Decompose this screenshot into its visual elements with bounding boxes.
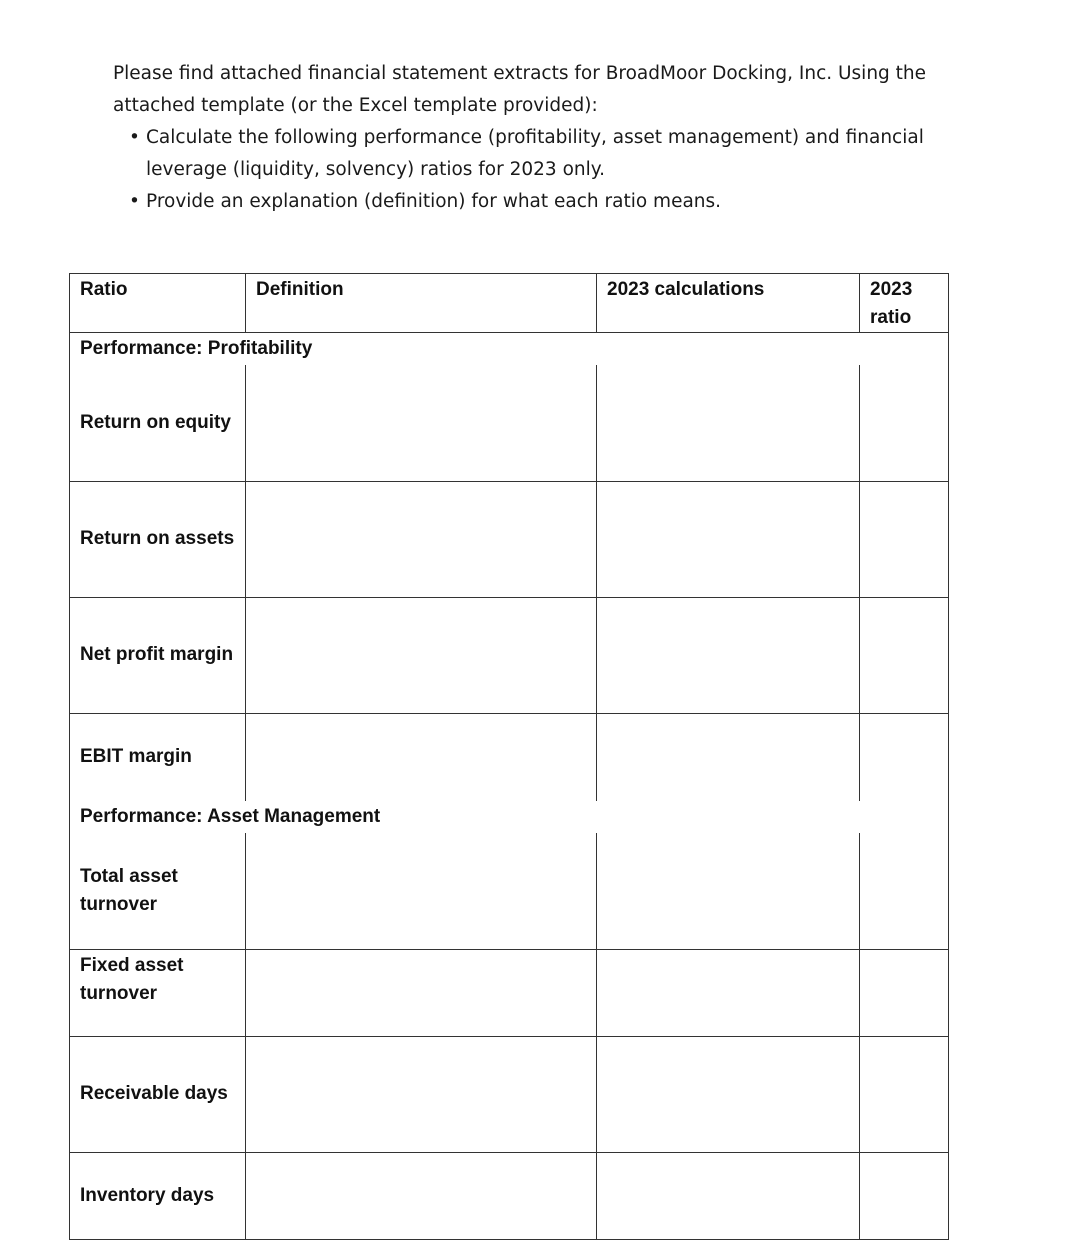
definition-cell[interactable] bbox=[246, 949, 597, 1036]
table-row bbox=[70, 481, 949, 597]
ratio-name: Total asset turnover bbox=[70, 833, 246, 949]
section-row bbox=[70, 333, 949, 366]
header-ratio: Ratio bbox=[70, 274, 246, 333]
ratio-name: Fixed asset turnover bbox=[70, 949, 246, 1036]
definition-cell[interactable] bbox=[246, 1036, 597, 1152]
ratio-value-cell[interactable] bbox=[860, 597, 949, 713]
calculation-cell[interactable] bbox=[597, 481, 860, 597]
header-calculations: 2023 calculations bbox=[597, 274, 860, 333]
calculation-cell[interactable] bbox=[597, 597, 860, 713]
header-ratio-value: 2023 ratio bbox=[860, 274, 949, 333]
instructions bbox=[113, 58, 1003, 218]
header-definition: Definition bbox=[246, 274, 597, 333]
ratio-value-cell[interactable] bbox=[860, 481, 949, 597]
ratio-value-cell[interactable] bbox=[860, 833, 949, 949]
ratio-name: Receivable days bbox=[70, 1036, 246, 1152]
ratio-value-cell[interactable] bbox=[860, 365, 949, 481]
calculation-cell[interactable] bbox=[597, 365, 860, 481]
calculation-cell[interactable] bbox=[597, 713, 860, 801]
definition-cell[interactable] bbox=[246, 365, 597, 481]
section-title-profitability: Performance: Profitability bbox=[70, 333, 860, 366]
ratio-value-cell[interactable] bbox=[860, 1152, 949, 1239]
calculation-cell[interactable] bbox=[597, 949, 860, 1036]
instruction-list bbox=[113, 122, 1003, 218]
ratio-value-cell[interactable] bbox=[860, 949, 949, 1036]
section-row bbox=[70, 801, 949, 833]
definition-cell[interactable] bbox=[246, 713, 597, 801]
definition-cell[interactable] bbox=[246, 597, 597, 713]
definition-cell[interactable] bbox=[246, 833, 597, 949]
ratio-table bbox=[69, 273, 949, 1240]
ratio-name: Inventory days bbox=[70, 1152, 246, 1239]
calculation-cell[interactable] bbox=[597, 1152, 860, 1239]
table-row bbox=[70, 1036, 949, 1152]
instruction-bullet: • Provide an explanation (definition) for what each ratio means. bbox=[113, 186, 1003, 218]
calculation-cell[interactable] bbox=[597, 1036, 860, 1152]
bullet-icon: • bbox=[129, 191, 140, 212]
calculation-cell[interactable] bbox=[597, 833, 860, 949]
table-row bbox=[70, 949, 949, 1036]
table-row bbox=[70, 833, 949, 949]
bullet-icon: • bbox=[129, 127, 140, 148]
ratio-name: Return on equity bbox=[70, 365, 246, 481]
intro-paragraph: Please find attached financial statement extracts for BroadMoor Docking, Inc. Using the attached template (or the Excel template provided): bbox=[113, 63, 927, 116]
table-header-row bbox=[70, 274, 949, 333]
table-row bbox=[70, 1152, 949, 1239]
ratio-value-cell[interactable] bbox=[860, 1036, 949, 1152]
ratio-name: Return on assets bbox=[70, 481, 246, 597]
table-row bbox=[70, 597, 949, 713]
ratio-name: Net profit margin bbox=[70, 597, 246, 713]
definition-cell[interactable] bbox=[246, 1152, 597, 1239]
instruction-bullet: • Calculate the following performance (profitability, asset management) and financial leverage (liquidity, solvency) ratios for 2023 only. bbox=[113, 122, 1003, 186]
definition-cell[interactable] bbox=[246, 481, 597, 597]
ratio-name: EBIT margin bbox=[70, 713, 246, 801]
table-row bbox=[70, 713, 949, 801]
ratio-value-cell[interactable] bbox=[860, 713, 949, 801]
section-title-asset-management: Performance: Asset Management bbox=[70, 801, 860, 833]
table-row bbox=[70, 365, 949, 481]
